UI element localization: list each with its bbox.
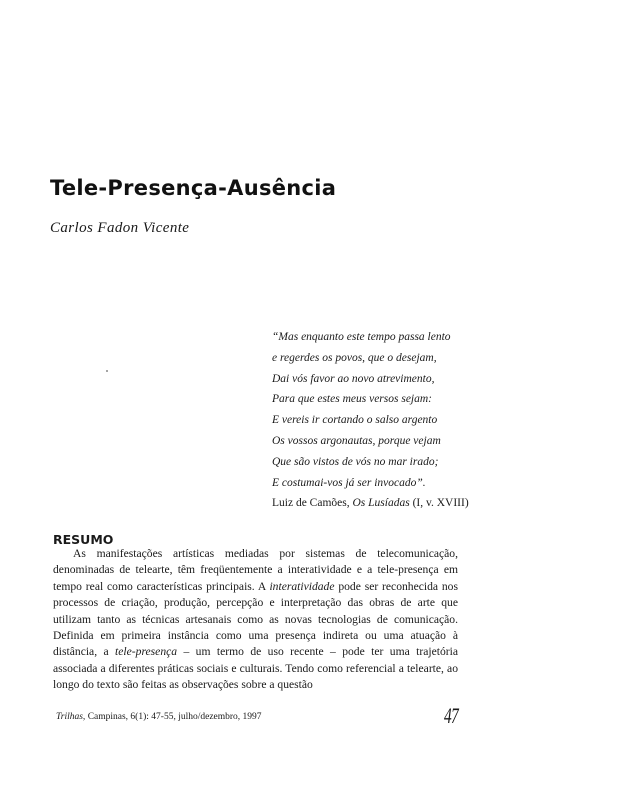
- epigraph-attribution: [272, 493, 592, 514]
- abstract-term-interatividade: interatividade: [269, 579, 335, 593]
- attribution-author: Luiz de Camões,: [272, 497, 353, 510]
- footer-citation: [56, 712, 262, 722]
- abstract-term-tele-presenca: tele-presença: [115, 645, 178, 659]
- attribution-work: Os Lusíadas: [352, 497, 410, 510]
- scan-speck: [106, 370, 108, 372]
- epigraph-line: Os vossos argonautas, porque vejam: [272, 434, 441, 447]
- abstract-text: As manifestações artísticas mediadas por sistemas de telecomunicação, denominadas de telearte, têm freqüentemente a interatividade e a tele-presença em tempo real como características principais. A: [53, 547, 458, 593]
- epigraph-line: E costumai-vos já ser invocado”.: [272, 476, 426, 489]
- article-author: Carlos Fadon Vicente: [50, 220, 190, 236]
- epigraph: [272, 327, 592, 514]
- abstract-paragraph: [53, 546, 458, 694]
- epigraph-line: E vereis ir cortando o salso argento: [272, 414, 438, 427]
- article-title: Tele-Presença-Ausência: [50, 176, 337, 200]
- page-number: 47: [444, 703, 458, 728]
- abstract-heading: RESUMO: [53, 532, 114, 547]
- footer-reference: Campinas, 6(1): 47-55, julho/dezembro, 1997: [85, 712, 262, 722]
- epigraph-line: Dai vós favor ao novo atrevimento,: [272, 372, 435, 385]
- footer-journal: Trilhas,: [56, 712, 86, 722]
- epigraph-line: “Mas enquanto este tempo passa lento: [272, 331, 451, 343]
- abstract-text: – um termo de uso recente – pode ter uma trajetória associada a diferentes práticas sociais e culturais. Tendo como referencial a telearte, ao longo do texto são feitas as observações sobre a questão: [53, 645, 458, 692]
- epigraph-line: Para que estes meus versos sejam:: [272, 393, 433, 406]
- abstract-body: [53, 546, 458, 694]
- epigraph-line: e regerdes os povos, que o desejam,: [272, 351, 437, 364]
- attribution-reference: (I, v. XVIII): [409, 497, 469, 510]
- abstract-text: pode ser reconhecida nos processos de criação, produção, percepção e interpretação das obras de arte que utilizam tanto as técnicas artesanais como as novas tecnologias de comunicação. Definida em primeira instância como uma presença indireta ou uma atuação à distância, a: [53, 579, 458, 659]
- epigraph-line: Que são vistos de vós no mar irado;: [272, 455, 439, 468]
